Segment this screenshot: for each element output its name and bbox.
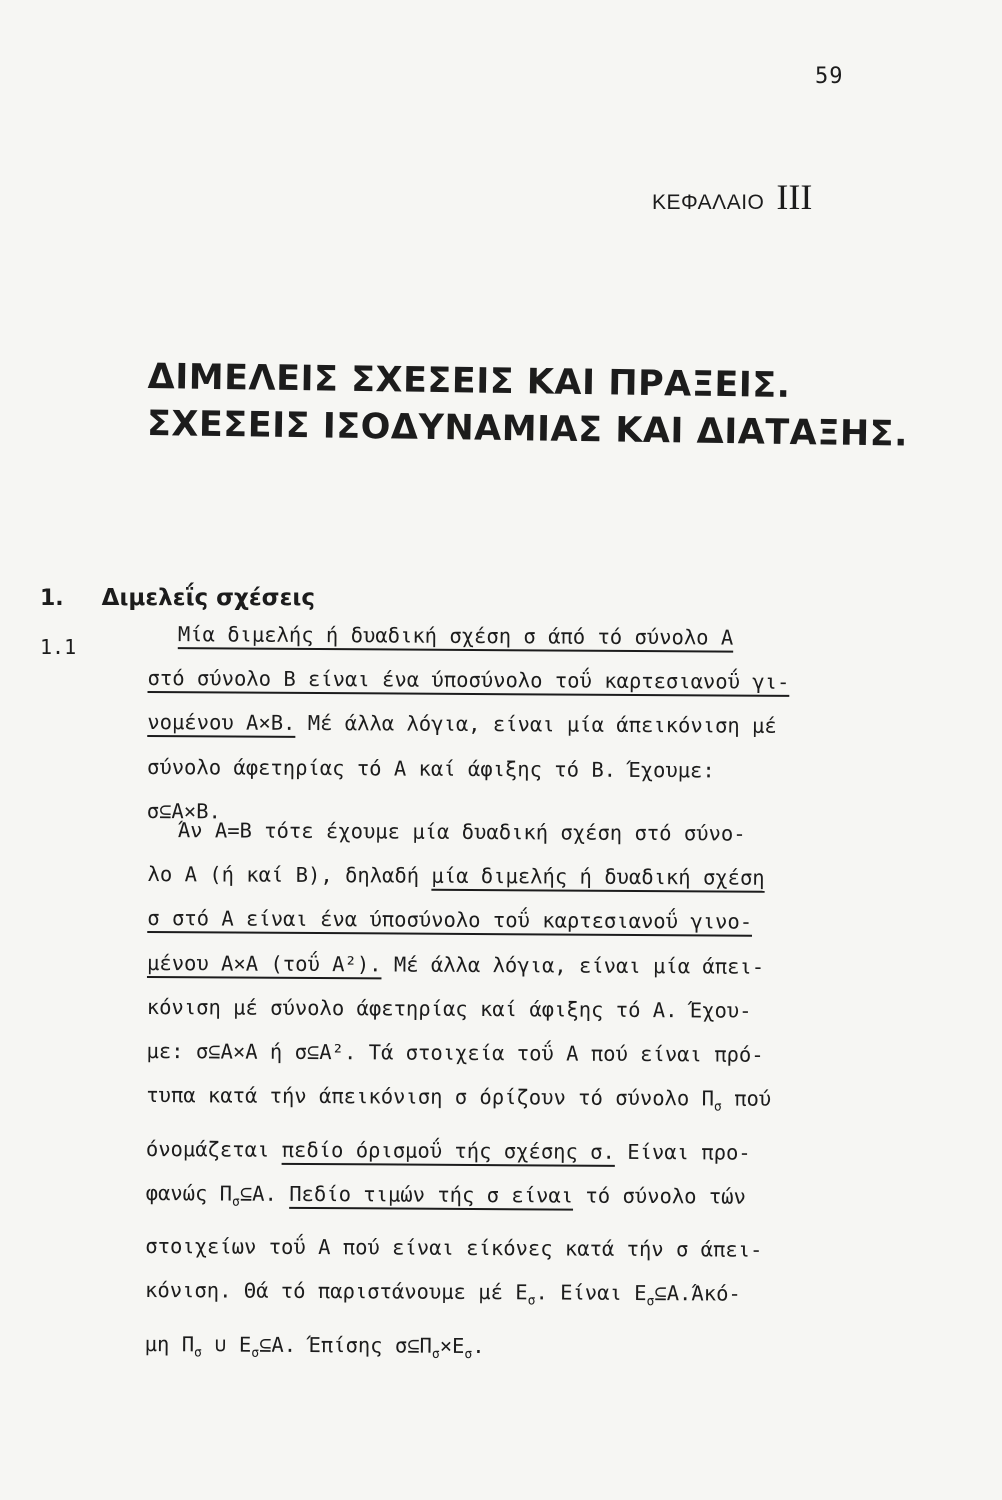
chapter-title-line-2: ΣΧΕΣΕΙΣ ΙΣΟΔΥΝΑΜΙΑΣ ΚΑΙ ΔΙΑΤΑΞΗΣ. — [146, 403, 909, 455]
text-line — [147, 852, 882, 901]
text-line: σ⊆Α×Β. — [146, 798, 221, 824]
section-title: Διμελεΐς σχέσεις — [101, 585, 315, 611]
text-span: ⊆Α.Άκό- — [654, 1281, 741, 1306]
text-line: στοιχείων τοΰ Α πού είναι είκόνες κατά τήν σ άπει- — [145, 1234, 763, 1262]
text-span: Μέ άλλα λόγια, είναι μία άπει- — [381, 952, 765, 979]
text-span: τυπα κατά τήν άπεικόνιση σ όρίζουν τό σύνολο Π — [146, 1083, 715, 1111]
subscript: σ — [527, 1293, 536, 1309]
section-heading — [40, 585, 315, 611]
subscript: σ — [194, 1344, 202, 1360]
text-line — [147, 896, 882, 945]
text-span: τό σύνολο τών — [573, 1183, 746, 1209]
paragraph-2 — [145, 808, 883, 1379]
text-line — [145, 1171, 880, 1229]
underlined-definition: νομένου Α×Β. — [147, 710, 296, 736]
chapter-label: ΚΕΦΑΛΑΙΟ — [652, 191, 765, 214]
chapter-header — [652, 176, 812, 218]
text-span: ∪ Ε — [201, 1331, 252, 1357]
text-span: όνομάζεται — [145, 1136, 282, 1162]
subscript: σ — [464, 1346, 473, 1362]
underlined-definition: μία διμελής ή δυαδική σχέση — [431, 863, 765, 890]
subscript: σ — [646, 1294, 655, 1310]
subsection-number: 1.1 — [40, 635, 77, 659]
text-line: με: σ⊆Α×Α ή σ⊆Α². Τά στοιχεία τοΰ Α πού είναι πρό- — [146, 1039, 764, 1067]
chapter-number: III — [776, 177, 813, 217]
text-span: μη Π — [144, 1331, 195, 1356]
underlined-definition: στό σύνολο Β είναι ένα ύποσύνολο τοΰ καρτεσιανοΰ γι- — [147, 666, 790, 695]
text-span: κόνιση. Θά τό παριστάνουμε μέ Ε — [144, 1278, 528, 1305]
text-line — [148, 612, 883, 661]
underlined-definition: μένου Α×Α (τοΰ Α²). — [146, 950, 382, 977]
subscript: σ — [431, 1346, 440, 1362]
text-line — [145, 1322, 880, 1380]
text-span: Είναι προ- — [614, 1139, 751, 1165]
page-number: 59 — [815, 64, 844, 89]
text-span: φανώς Π — [145, 1180, 233, 1206]
underlined-definition: Μία διμελής ή δυαδική σχέση σ άπό τό σύνολο Α — [177, 622, 734, 650]
text-line — [146, 1127, 881, 1176]
text-line: σύνολο άφετηρίας τό Α καί άφιξης τό Β. Έχουμε: — [146, 754, 715, 783]
chapter-title — [146, 354, 909, 458]
text-span: πού — [721, 1086, 772, 1112]
text-span: . Είναι Ε — [535, 1280, 647, 1306]
text-line — [147, 700, 882, 749]
text-span: λο Α (ή καί Β), δηλαδή — [147, 862, 432, 888]
underlined-term: πεδίο όρισμοΰ τής σχέσης σ. — [281, 1137, 616, 1164]
subscript: σ — [251, 1345, 260, 1361]
text-span: ×Ε — [439, 1333, 465, 1358]
subscript: σ — [713, 1099, 722, 1115]
text-line — [146, 1073, 881, 1131]
text-span: Μέ άλλα λόγια, είναι μία άπεικόνιση μέ — [295, 711, 777, 739]
text-span: ⊆Α. Έπίσης σ⊆Π — [259, 1332, 432, 1358]
text-line — [147, 941, 882, 990]
text-line: κόνιση μέ σύνολο άφετηρίας καί άφιξης τό Α. Έχου- — [146, 994, 752, 1023]
text-line — [145, 1268, 880, 1326]
text-line — [147, 656, 882, 705]
paragraph-1 — [147, 612, 883, 838]
text-span: . — [472, 1333, 485, 1358]
chapter-title-line-1: ΔΙΜΕΛΕΙΣ ΣΧΕΣΕΙΣ ΚΑΙ ΠΡΑΞΕΙΣ. — [147, 356, 791, 406]
text-line: Άν Α=Β τότε έχουμε μία δυαδική σχέση στό σύνο- — [177, 818, 746, 846]
section-number: 1. — [40, 586, 64, 611]
subscript: σ — [231, 1194, 240, 1210]
underlined-definition: σ στό Α είναι ένα ύποσύνολο τοΰ καρτεσιανοΰ γινο- — [147, 906, 753, 935]
underlined-term: Πεδίο τιμών τής σ είναι — [289, 1181, 574, 1208]
text-span: ⊆Α. — [239, 1181, 290, 1206]
